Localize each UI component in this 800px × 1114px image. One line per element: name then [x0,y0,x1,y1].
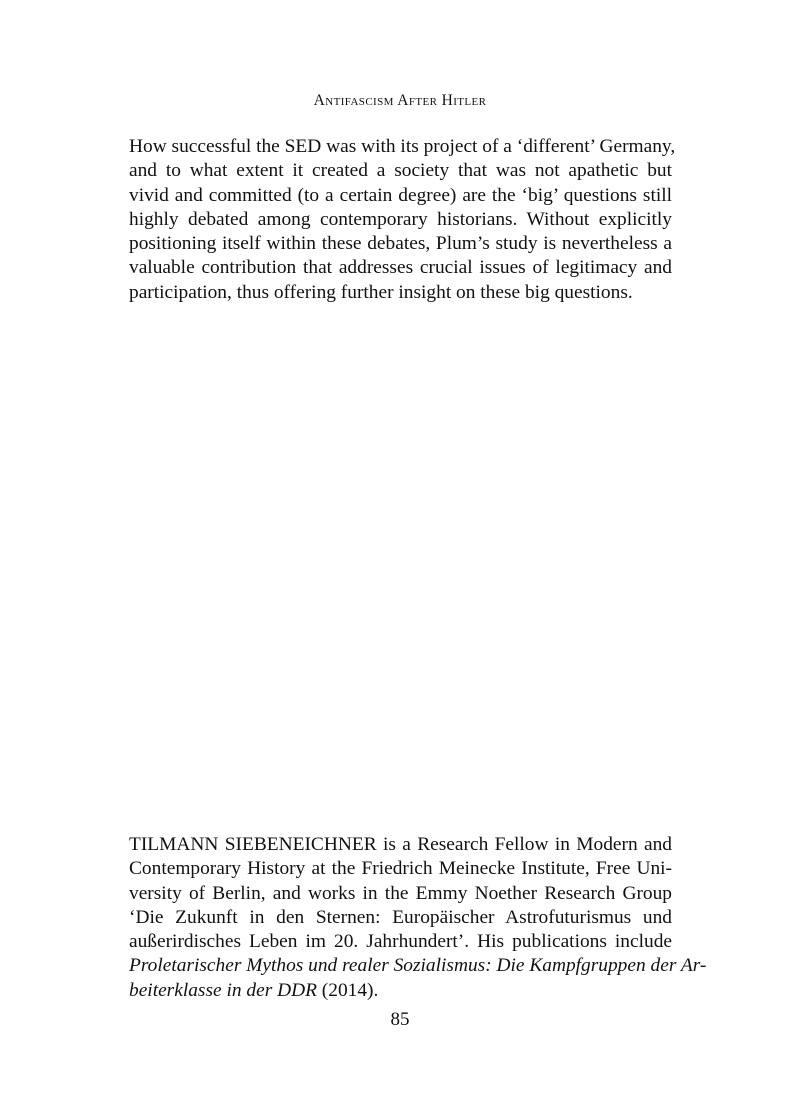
text-line: How successful the SED was with its project of a ‘different’ Germany, [129,136,676,157]
body-paragraph [129,135,676,305]
text-line: positioning itself within these debates, Plum’s study is nevertheless a [129,233,672,255]
publication-title-line: Proletarischer Mythos und realer Sozialismus: Die Kampfgruppen der Ar- [129,955,707,977]
bio-line: außerirdisches Leben im 20. Jahrhundert’. His publications include [129,931,672,953]
publication-title-end: beiterklasse in der DDR [129,979,317,1001]
running-head-title: Antifascism After Hitler [313,92,487,109]
bio-line: versity of Berlin, and works in the Emmy Noether Research Group [129,882,672,904]
text-line: and to what extent it created a society that was not apathetic but [129,160,672,182]
text-line: vivid and committed (to a certain degree) are the ‘big’ questions still [129,184,672,206]
text-line: highly debated among contemporary historians. Without explicitly [129,208,672,230]
text-line: valuable contribution that addresses crucial issues of legitimacy and [129,257,672,279]
author-bio [129,833,707,1003]
bio-line: Contemporary History at the Friedrich Meinecke Institute, Free Uni- [129,858,672,880]
page-number: 85 [390,1009,410,1030]
text-line: participation, thus offering further insight on these big questions. [129,281,633,303]
publication-year: (2014). [316,979,379,1001]
bio-line: TILMANN SIEBENEICHNER is a Research Fellow in Modern and [129,834,672,855]
publication-title-end-line [129,979,672,1003]
bio-line: ‘Die Zukunft in den Sternen: Europäischer Astrofuturismus und [129,906,672,928]
